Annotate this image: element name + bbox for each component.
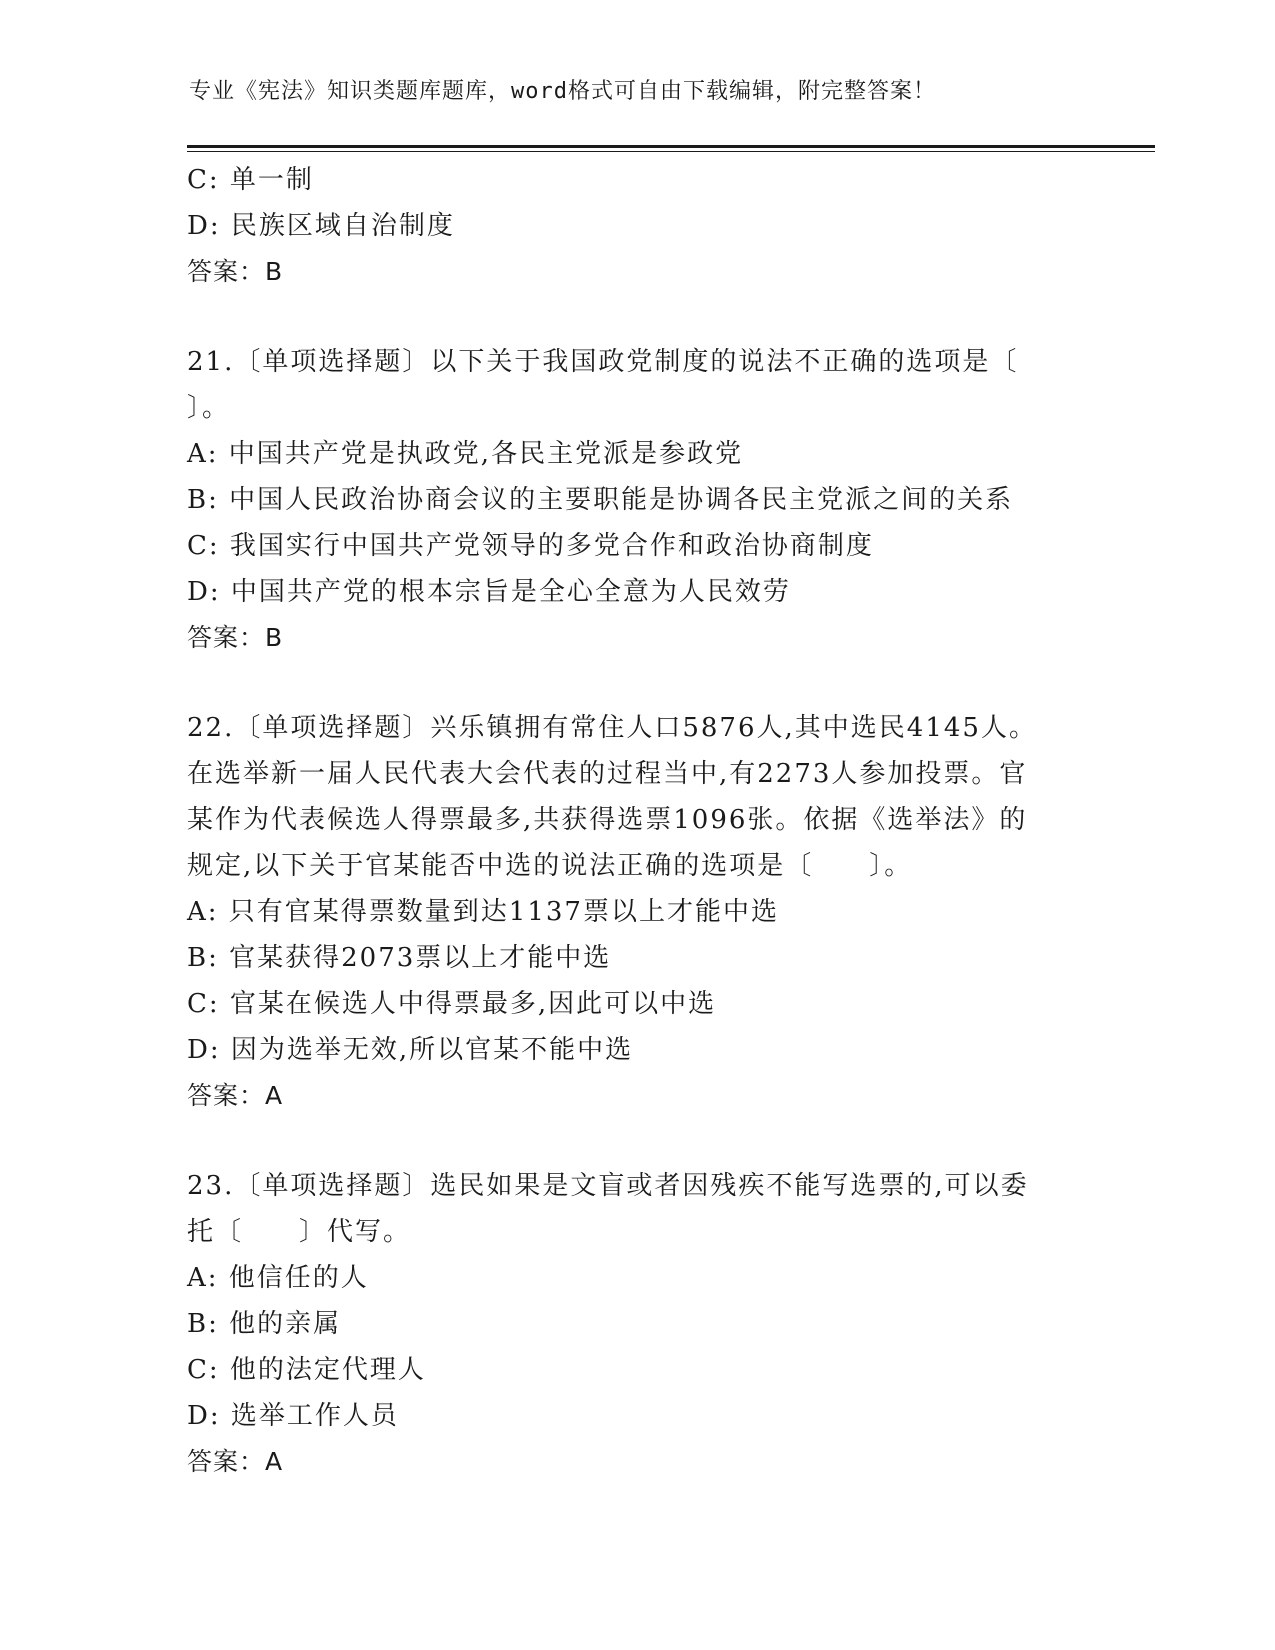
answer-line: 答案：B (187, 623, 284, 652)
spacer (187, 661, 1067, 705)
option-d: D: 因为选举无效,所以官某不能中选 (187, 1035, 634, 1065)
option-d: D: 民族区域自治制度 (187, 211, 455, 241)
answer-line: 答案：A (187, 1081, 284, 1110)
answer-line: 答案：B (187, 257, 284, 286)
spacer (187, 1119, 1067, 1163)
question-stem-line: 〕。 (187, 393, 231, 423)
question-stem-line: 规定,以下关于官某能否中选的说法正确的选项是〔 〕。 (187, 851, 913, 881)
prev-question-tail (187, 157, 1067, 295)
question-stem-line: 23.〔单项选择题〕选民如果是文盲或者因残疾不能写选票的,可以委 (187, 1171, 1029, 1201)
option-b: B: 官某获得2073票以上才能中选 (187, 943, 612, 973)
question-stem-line: 托〔 〕代写。 (187, 1217, 412, 1247)
question-stem-line: 21.〔单项选择题〕以下关于我国政党制度的说法不正确的选项是〔 (187, 347, 1019, 377)
spacer (187, 295, 1067, 339)
question-22 (187, 705, 1067, 1119)
option-c: C: 单一制 (187, 165, 314, 195)
question-stem-line: 在选举新一届人民代表大会代表的过程当中,有2273人参加投票。官 (187, 759, 1028, 789)
option-d: D: 中国共产党的根本宗旨是全心全意为人民效劳 (187, 577, 791, 607)
page-header: 专业《宪法》知识类题库题库，word格式可自由下载编辑，附完整答案！ (189, 79, 936, 104)
option-a: A: 只有官某得票数量到达1137票以上才能中选 (187, 897, 779, 927)
question-23 (187, 1163, 1067, 1485)
option-b: B: 中国人民政治协商会议的主要职能是协调各民主党派之间的关系 (187, 485, 1014, 515)
option-c: C: 官某在候选人中得票最多,因此可以中选 (187, 989, 717, 1019)
header-rule-thin (187, 151, 1155, 152)
question-stem-line: 22.〔单项选择题〕兴乐镇拥有常住人口5876人,其中选民4145人。 (187, 713, 1037, 743)
question-stem-line: 某作为代表候选人得票最多,共获得选票1096张。依据《选举法》的 (187, 805, 1028, 835)
option-d: D: 选举工作人员 (187, 1401, 399, 1431)
option-a: A: 他信任的人 (187, 1263, 369, 1293)
option-a: A: 中国共产党是执政党,各民主党派是参政党 (187, 439, 744, 469)
question-21 (187, 339, 1067, 661)
header-rule-thick (187, 145, 1155, 148)
option-c: C: 我国实行中国共产党领导的多党合作和政治协商制度 (187, 531, 874, 561)
answer-line: 答案：A (187, 1447, 284, 1476)
question-content (187, 157, 1067, 1485)
option-b: B: 他的亲属 (187, 1309, 342, 1339)
option-c: C: 他的法定代理人 (187, 1355, 426, 1385)
